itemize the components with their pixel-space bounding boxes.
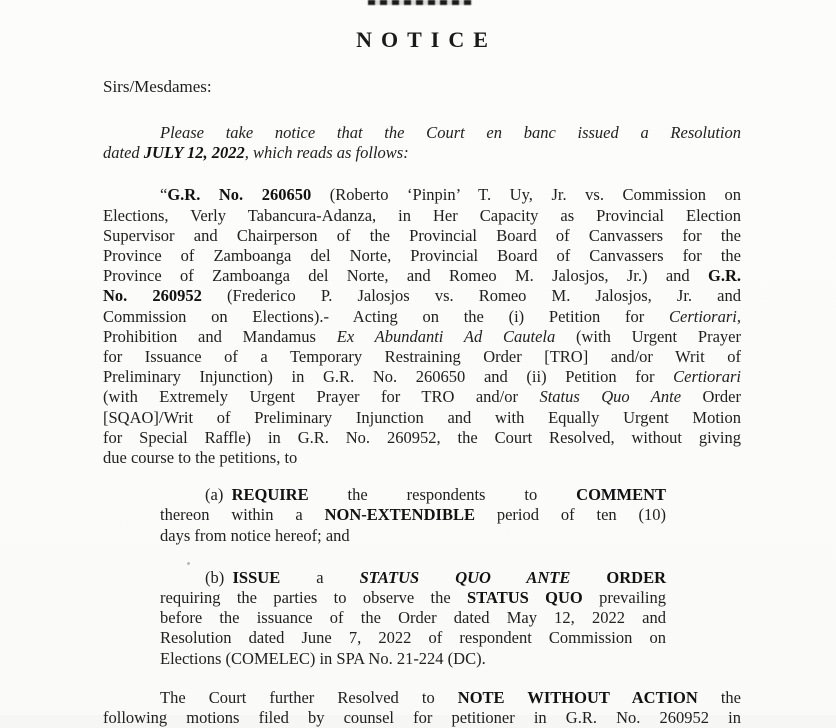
text-line: [160, 485, 666, 505]
text-run: ISSUE: [232, 567, 281, 587]
text-line: [103, 143, 741, 163]
text-run: prevailing: [582, 588, 666, 608]
text-line: [103, 408, 741, 428]
text-line: [103, 266, 741, 286]
text-run: (with Extremely Urgent Prayer for TRO and/or: [103, 387, 540, 407]
text-line: [103, 123, 741, 143]
text-run: Order: [681, 387, 741, 407]
text-run: Please take notice that the Court en banc issued a Resolution: [160, 123, 741, 142]
text-run: Province of Zamboanga del Norte, Provincial Board of Canvassers for the: [103, 246, 741, 266]
text-line: [160, 588, 666, 608]
text-run: The Court further Resolved to: [160, 687, 458, 707]
text-run: a: [280, 567, 360, 587]
text-run: STATUS QUO ANTE: [359, 567, 571, 587]
text-run: following motions filed by counsel for petitioner in G.R. No. 260952 in: [103, 708, 741, 728]
text-run: JULY 12, 2022: [143, 143, 245, 163]
text-run: Certiorari: [673, 367, 741, 387]
text-line: [103, 428, 741, 448]
text-run: due course to the petitions, to: [103, 448, 298, 468]
text-run: No. 260952: [103, 286, 202, 306]
text-line: [103, 307, 741, 327]
text-run: Resolution dated June 7, 2022 of respondent Commission on: [160, 628, 666, 648]
document-content: [103, 0, 741, 728]
text-line: [103, 347, 741, 367]
text-line: [103, 226, 741, 246]
text-run: Elections, Verly Tabancura-Adanza, in Her Capacity as Provincial Election: [103, 205, 741, 225]
text-run: the: [697, 687, 741, 707]
text-line: [160, 608, 666, 628]
text-run: the respondents to: [308, 485, 577, 505]
text-run: G.R. No. 260650: [167, 185, 312, 205]
text-run: G.R.: [708, 266, 741, 286]
text-line: [103, 367, 741, 387]
text-run: period of ten (10): [474, 505, 667, 525]
text-line: [103, 185, 741, 205]
text-run: requiring the parties to observe the: [160, 588, 468, 608]
directive-a-paragraph: [160, 485, 666, 546]
text-run: ORDER: [606, 567, 666, 587]
text-run: Commission on Elections).- Acting on the (i) Petition for: [103, 306, 670, 326]
text-line: [103, 327, 741, 347]
text-run: thereon within a: [160, 505, 325, 525]
text-line: [103, 206, 741, 226]
text-run: REQUIRE: [231, 485, 309, 505]
closing-paragraph: [103, 688, 741, 728]
text-run: Supervisor and Chairperson of the Provincial Board of Canvassers for the: [103, 225, 741, 245]
text-run: Certiorari: [669, 306, 737, 326]
intro-paragraph: [103, 123, 741, 163]
text-line: [160, 568, 666, 588]
text-run: (with Urgent Prayer: [555, 326, 741, 346]
notice-title: NOTICE: [356, 27, 497, 52]
text-run: COMMENT: [576, 485, 666, 505]
text-run: Status Quo Ante: [539, 387, 682, 407]
text-run: Province of Zamboanga del Norte, and Romeo M. Jalosjos, Jr.) and: [103, 266, 708, 286]
text-run: NON-EXTENDIBLE: [324, 505, 475, 525]
directive-b-paragraph: [160, 568, 666, 669]
text-line: [103, 246, 741, 266]
text-run: Elections (COMELEC) in SPA No. 21-224 (DC).: [160, 648, 486, 668]
text-line: [160, 505, 666, 525]
text-line: [103, 708, 741, 728]
text-line: [160, 526, 666, 546]
text-run: (b): [205, 567, 233, 587]
text-run: (Roberto ‘Pinpin’ T. Uy, Jr. vs. Commission on: [311, 185, 741, 205]
resolution-body-paragraph: [103, 185, 741, 468]
text-line: [103, 688, 741, 708]
text-line: [103, 387, 741, 407]
text-line: [160, 649, 666, 669]
text-run: [570, 568, 606, 587]
text-line: [103, 286, 741, 306]
text-run: Ex Abundanti Ad Cautela: [336, 326, 556, 346]
text-run: dated: [103, 143, 144, 163]
text-line: [103, 448, 741, 468]
text-line: [160, 628, 666, 648]
text-run: (Frederico P. Jalosjos vs. Romeo M. Jalosjos, Jr. and: [201, 286, 741, 306]
text-run: NOTE WITHOUT ACTION: [457, 687, 698, 707]
text-run: STATUS QUO: [467, 588, 583, 608]
text-run: [SQAO]/Writ of Preliminary Injunction and with Equally Urgent Motion: [103, 407, 741, 427]
text-run: days from notice hereof; and: [160, 525, 350, 545]
text-run: for Issuance of a Temporary Restraining Order [TRO] and/or Writ of: [103, 347, 741, 367]
text-run: ,: [736, 306, 741, 326]
text-run: before the issuance of the Order dated May 12, 2022 and: [160, 608, 666, 628]
text-run: “: [160, 185, 168, 205]
text-run: (a): [205, 485, 232, 505]
text-run: , which reads as follows:: [244, 143, 409, 163]
text-run: for Special Raffle) in G.R. No. 260952, the Court Resolved, without giving: [103, 427, 741, 447]
text-run: Prohibition and Mandamus: [103, 326, 337, 346]
text-run: Preliminary Injunction) in G.R. No. 260650 and (ii) Petition for: [103, 367, 674, 387]
salutation: Sirs/Mesdames:: [103, 77, 212, 96]
